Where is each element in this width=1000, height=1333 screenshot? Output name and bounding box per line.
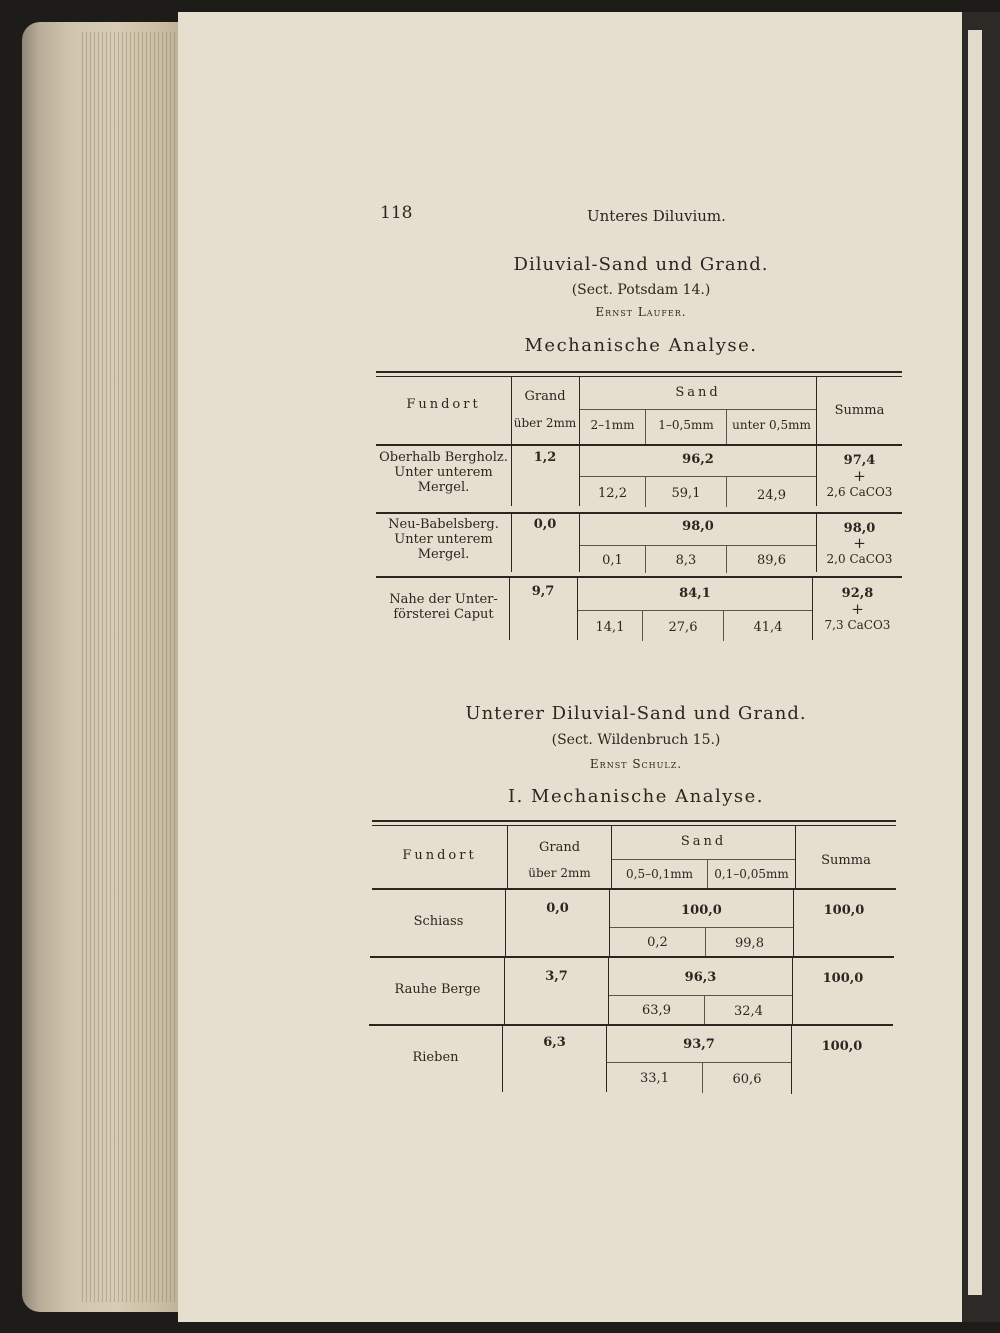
t1-r1-grand: 1,2 — [533, 450, 557, 465]
t1-r1-sand-total: 96,2 — [682, 452, 714, 467]
t2-rule-top — [372, 820, 896, 822]
t1-r2-caco3: 2,0 CaCO3 — [826, 552, 893, 566]
t1-r2-grand: 0,0 — [533, 517, 557, 532]
t1-head-sand3: unter 0,5mm — [732, 418, 811, 432]
running-title: Unteres Diluvium. — [587, 207, 726, 225]
t1-r2-sand-rule — [580, 545, 816, 546]
t2-r2-s2: 32,4 — [734, 1004, 763, 1019]
t2-r1-fundort: Schiass — [413, 914, 464, 929]
t1-r3-s2: 27,6 — [668, 620, 698, 635]
t2-header-rule — [372, 888, 896, 890]
t2-row-rule2 — [369, 1024, 893, 1026]
t1-head-sand1: 2–1mm — [590, 418, 635, 432]
t2-r3-s1: 33,1 — [640, 1071, 669, 1086]
t1-r2-s3: 89,6 — [757, 553, 786, 568]
t1-head-sand: Sand — [675, 385, 721, 400]
t1-r3-fundort: Nahe der Unter-försterei Caput — [389, 592, 498, 622]
next-page-sliver — [968, 30, 982, 1295]
t2-head-sand2: 0,1–0,05mm — [714, 867, 789, 881]
t2-head-sand1: 0,5–0,1mm — [626, 867, 693, 881]
t2-r2-vsumma — [792, 958, 793, 1024]
t1-r3-caco3: 7,3 CaCO3 — [824, 618, 891, 632]
t1-r3-summa: 92,8 — [841, 586, 874, 601]
t2-rule-top2 — [372, 825, 896, 826]
t2-r3-sand-total: 93,7 — [683, 1037, 715, 1052]
t2-r1-grand: 0,0 — [546, 901, 569, 916]
t1-r3-sand-total: 84,1 — [679, 586, 711, 601]
section1-author: Ernst Laufer. — [595, 305, 687, 319]
page-number: 118 — [380, 203, 413, 223]
t2-r2-grand: 3,7 — [545, 969, 568, 984]
t2-r1-summa: 100,0 — [823, 903, 865, 918]
section2-subtitle: I. Mechanische Analyse. — [507, 786, 765, 807]
t2-r2-summa: 100,0 — [822, 971, 864, 986]
t1-r1-caco3: 2,6 CaCO3 — [826, 485, 893, 499]
t1-rule-top — [376, 371, 902, 373]
t2-r2-s1: 63,9 — [642, 1003, 671, 1018]
t1-r1-s3: 24,9 — [757, 488, 786, 503]
t1-r1-s2: 59,1 — [671, 486, 701, 501]
t2-row-rule1 — [370, 956, 894, 958]
t1-r2-summa: 98,0 — [843, 521, 876, 536]
t2-head-fundort: Fundort — [402, 848, 477, 863]
section2-sect: (Sect. Wildenbruch 15.) — [551, 732, 721, 748]
t1-r2-fundort: Neu-Babelsberg. Unter unterem Mergel. — [388, 517, 499, 562]
t2-r1-vsumma — [793, 890, 794, 956]
section2-author: Ernst Schulz. — [589, 757, 683, 771]
t2-r1-s1: 0,2 — [647, 935, 668, 950]
t2-r2-fundort: Rauhe Berge — [394, 982, 481, 997]
t1-r2-s2: 8,3 — [675, 553, 697, 568]
t2-r3-vsumma — [791, 1026, 792, 1094]
t1-head-grand-sub: über 2mm — [513, 416, 577, 430]
t1-r1-summa: 97,4 — [843, 453, 876, 468]
t2-head-grand-sub: über 2mm — [528, 866, 591, 880]
t2-r2-sand-total: 96,3 — [684, 970, 717, 985]
t2-sand-subrule — [612, 859, 795, 860]
t1-head-sand2: 1–0,5mm — [658, 418, 714, 432]
t1-r2-s1: 0,1 — [602, 553, 623, 568]
t1-header-rule — [376, 444, 902, 446]
t2-r1-sand-rule — [610, 927, 793, 928]
t1-r1-sand-rule — [580, 476, 816, 477]
t2-r3-s2: 60,6 — [732, 1072, 762, 1087]
t2-r2-sand-rule — [609, 995, 792, 996]
page-edges — [82, 32, 182, 1302]
t1-r3-s1: 14,1 — [595, 620, 625, 635]
t1-r3-sand-rule — [578, 610, 812, 611]
t2-r3-summa: 100,0 — [821, 1039, 863, 1054]
t2-r1-vgrand — [505, 890, 506, 956]
t1-sand-subrule — [580, 409, 816, 410]
t1-head-summa: Summa — [834, 403, 885, 418]
t2-r1-sand-total: 100,0 — [681, 903, 722, 918]
t2-r1-s2: 99,8 — [735, 936, 764, 951]
t1-head-fundort: Fundort — [406, 397, 481, 412]
t1-r1-plus: + — [853, 467, 866, 485]
section1-sect: (Sect. Potsdam 14.) — [571, 282, 711, 298]
t2-r2-vgrand — [504, 958, 505, 1024]
t2-head-summa: Summa — [821, 853, 871, 868]
book-page — [178, 12, 962, 1322]
section2-title: Unterer Diluvial-Sand und Grand. — [465, 703, 807, 724]
t1-r2-plus: + — [853, 534, 866, 552]
t1-rule-top2 — [376, 376, 902, 377]
t1-r3-s3: 41,4 — [753, 620, 783, 635]
t2-r3-grand: 6,3 — [543, 1035, 566, 1050]
book-page-stack — [22, 22, 192, 1312]
section1-title: Diluvial-Sand und Grand. — [513, 254, 769, 275]
t1-r1-fundort: Oberhalb Bergholz. Unter unterem Mergel. — [379, 450, 508, 495]
t1-r3-plus: + — [851, 600, 864, 618]
t1-r2-sand-total: 98,0 — [682, 519, 714, 534]
t2-head-grand: Grand — [538, 840, 581, 855]
section1-subtitle: Mechanische Analyse. — [524, 335, 758, 356]
t2-r3-fundort: Rieben — [412, 1050, 459, 1065]
t2-r3-sand-rule — [607, 1062, 791, 1063]
t1-r1-s1: 12,2 — [598, 486, 627, 501]
t1-row-rule2 — [376, 576, 902, 578]
t1-row-rule1 — [376, 512, 902, 514]
t1-head-grand: Grand — [524, 389, 566, 404]
t2-head-sand: Sand — [680, 834, 727, 849]
t1-r3-grand: 9,7 — [531, 584, 555, 599]
